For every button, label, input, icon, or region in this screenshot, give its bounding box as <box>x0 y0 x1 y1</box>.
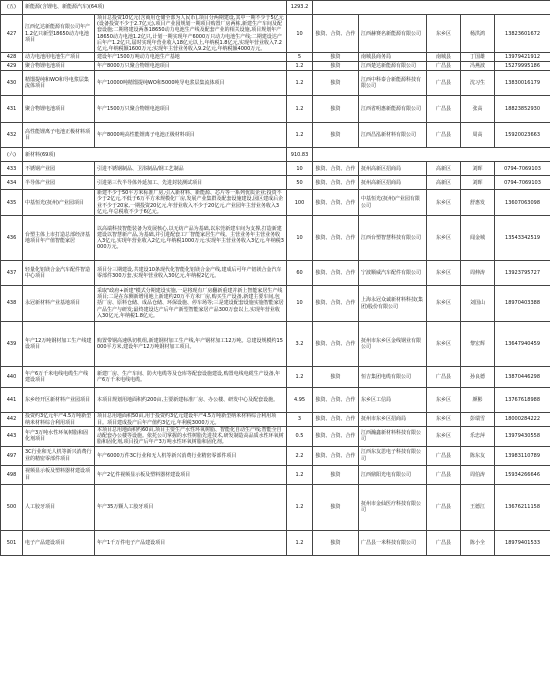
contact-person: 冯燕波 <box>461 62 495 71</box>
investment: 1.2 <box>287 96 313 123</box>
contact-unit: 中基恒光(抚州)产业园有限公司 <box>359 190 427 216</box>
cooperation-method: 独资、合资、合作 <box>313 427 359 447</box>
project-name: 精馏提纯和WO和导电浆层集流体项目 <box>23 71 95 96</box>
investment: 100 <box>287 190 313 216</box>
contact-phone: 13543342519 <box>495 216 550 261</box>
investment: 10 <box>287 162 313 176</box>
section-title: 新能源(含锂电、新能源汽车)(64项) <box>23 1 287 15</box>
section-title: 新材料(69项) <box>23 148 287 162</box>
investment: 4.95 <box>287 388 313 413</box>
table-row <box>1 15 550 53</box>
contact-phone: 0794-7069103 <box>495 162 550 176</box>
location: 广昌县 <box>427 530 461 555</box>
project-content: 新建厂房、生产车间、防火电缆等及仓库等配套设施建设,购置电线电缆生产设备,年产6万千米电线电缆。 <box>95 367 287 388</box>
contact-person: 舒惠发 <box>461 190 495 216</box>
section-filler <box>313 148 550 162</box>
project-content: 年产8000吨高性能锂离子电池正极材料项目 <box>95 123 287 148</box>
location: 东乡区 <box>427 261 461 286</box>
section-row <box>1 1 550 15</box>
table-row <box>1 322 550 367</box>
contact-unit: 广昌县一米科技有限公司 <box>359 530 427 555</box>
cooperation-method: 独资、合资、合作 <box>313 162 359 176</box>
investment: 10 <box>287 286 313 322</box>
cooperation-method: 独资、合资、合作 <box>313 15 359 53</box>
contact-phone: 13676211158 <box>495 484 550 530</box>
table-row <box>1 286 550 322</box>
investment: 1.2 <box>287 367 313 388</box>
investment: 3.2 <box>287 322 313 367</box>
table-body <box>1 1 550 556</box>
table-row <box>1 96 550 123</box>
cooperation-method: 独资、合资、合作 <box>313 286 359 322</box>
contact-unit: 江西台塑智慧科技有限公司 <box>359 216 427 261</box>
contact-phone: 13647940459 <box>495 322 550 367</box>
table-row <box>1 367 550 388</box>
location: 东乡区 <box>427 427 461 447</box>
contact-person: 陈东友 <box>461 446 495 465</box>
investment: 1.2 <box>287 62 313 71</box>
table-row <box>1 53 550 62</box>
location: 高新区 <box>427 162 461 176</box>
project-number: 441 <box>1 388 23 413</box>
contact-unit: 抚州高新区招商局 <box>359 162 427 176</box>
contact-person: 彭瑞雪 <box>461 413 495 427</box>
contact-unit: 江西中科泰合新能源科技有限公司 <box>359 71 427 96</box>
location: 东乡区 <box>427 322 461 367</box>
project-number: 498 <box>1 465 23 484</box>
contact-person: 周伯涛 <box>461 465 495 484</box>
cooperation-method: 独资、合资、合作 <box>313 388 359 413</box>
table-row <box>1 190 550 216</box>
contact-person: 乐忠萍 <box>461 427 495 447</box>
project-number: 438 <box>1 286 23 322</box>
contact-unit: 南城县商务局 <box>359 53 427 62</box>
project-content: 采取"政府+新建"模式分期建设实施,一是将现有厂房翻新重建并新上智能家居生产线项目;二是在东侧新增用地上新建约20万平方米厂房,购买生产设备,新建主要车间,包括厂房、原料仓储、成品仓储、环保设施、停车场等;三是建设配套设施实施智能家居产品生产与研发;最终建设达产后年产新型智能家居产品300万套以上,实现年营业收入30亿元,年纳税1.8亿元。 <box>95 286 287 322</box>
project-name: 视频显示板及塑料器材建设项目 <box>23 465 95 484</box>
project-content: 年产6000万件3C行业和无人机等新兴消费行业精密零部件项目 <box>95 446 287 465</box>
contact-unit: 抚州市金仙医疗科技有限公司 <box>359 484 427 530</box>
section-total: 910.83 <box>287 148 313 162</box>
project-number: 440 <box>1 367 23 388</box>
location: 广昌县 <box>427 96 461 123</box>
contact-phone: 13830016179 <box>495 71 550 96</box>
project-content: 引进不锈钢制品、卫浴制品/钢工艺制品 <box>95 162 287 176</box>
project-name: 投资约3亿元年产4.5万吨新型纳米材料综合利用项目 <box>23 413 95 427</box>
investment: 10 <box>287 15 313 53</box>
table-row <box>1 62 550 71</box>
contact-phone: 15934266646 <box>495 465 550 484</box>
table-row <box>1 176 550 190</box>
project-name: 聚合物锂电池项目 <box>23 96 95 123</box>
project-name: 不锈钢产业园 <box>23 162 95 176</box>
project-number: 427 <box>1 15 23 53</box>
location: 东乡区 <box>427 413 461 427</box>
contact-unit: 江西鼎阳光电有限公司 <box>359 465 427 484</box>
cooperation-method: 独资 <box>313 530 359 555</box>
section-filler <box>313 1 550 15</box>
location: 广昌县 <box>427 71 461 96</box>
location: 东乡区 <box>427 216 461 261</box>
table-row <box>1 162 550 176</box>
contact-phone: 13767618988 <box>495 388 550 413</box>
project-name: 年产6万千米电线电缆生产线建设项目 <box>23 367 95 388</box>
table-row <box>1 216 550 261</box>
contact-phone: 13979421912 <box>495 53 550 62</box>
investment: 5 <box>287 53 313 62</box>
section-marker: (六) <box>1 148 23 162</box>
cooperation-method: 独资 <box>313 53 359 62</box>
investment: 60 <box>287 261 313 286</box>
project-number: 500 <box>1 484 23 530</box>
project-number: 439 <box>1 322 23 367</box>
investment: 1.2 <box>287 123 313 148</box>
project-content: 引进第三代半导体外延加工、先进封装测试项目 <box>95 176 287 190</box>
contact-unit: 抚州高新区招商局 <box>359 176 427 190</box>
table-row <box>1 484 550 530</box>
location: 广昌县 <box>427 446 461 465</box>
table-row <box>1 427 550 447</box>
project-name: 3C行业和无人机等新兴消费行业的精密零部件项目 <box>23 446 95 465</box>
project-name: 电子产品建设项目 <box>23 530 95 555</box>
contact-person: 周高 <box>461 123 495 148</box>
contact-phone: 18979401533 <box>495 530 550 555</box>
table-row <box>1 530 550 555</box>
project-name: 人工胶牙项目 <box>23 484 95 530</box>
project-content: 本项目总用地面积约60亩,项目主要生产水性环氧树脂、智能化自动生产线;智能全自动配套办公楼等设施。依托公司掌握的水性树脂先进技术,研发制造高品质水性环氧树脂和固化剂,项目投产后年产3万吨水性环氧树脂和固化剂。 <box>95 427 287 447</box>
investment: 3 <box>287 413 313 427</box>
contact-unit: 江西楚达新能源有限公司 <box>359 62 427 71</box>
project-content: 本项目规划用地面积约200亩,主要新建标准厂房、办公楼、研发中心及配套设施。 <box>95 388 287 413</box>
contact-phone: 15920023663 <box>495 123 550 148</box>
project-content: 年产1千万件电子产品建设项目 <box>95 530 287 555</box>
contact-person: 黎宏辉 <box>461 322 495 367</box>
contact-unit: 恒吉集团电缆有限公司 <box>359 367 427 388</box>
contact-person: 刘国山 <box>461 286 495 322</box>
contact-phone: 18823852930 <box>495 96 550 123</box>
project-number: 432 <box>1 123 23 148</box>
cooperation-method: 独资、合资、合作 <box>313 413 359 427</box>
contact-unit: 江西省明惠新能源有限公司 <box>359 96 427 123</box>
table-row <box>1 71 550 96</box>
contact-phone: 18000284222 <box>495 413 550 427</box>
project-number: 428 <box>1 53 23 62</box>
cooperation-method: 独资 <box>313 71 359 96</box>
location: 广昌县 <box>427 465 461 484</box>
location: 东乡区 <box>427 15 461 53</box>
contact-person: 王德江 <box>461 484 495 530</box>
location: 广昌县 <box>427 484 461 530</box>
contact-phone: 13923795727 <box>495 261 550 286</box>
contact-person: 张高 <box>461 96 495 123</box>
contact-unit: 江西昌泓新材料有限公司 <box>359 123 427 148</box>
contact-phone: 13607063098 <box>495 190 550 216</box>
contact-person: 刘晖 <box>461 162 495 176</box>
location: 东乡区 <box>427 190 461 216</box>
project-content: 项目总投资10亿元(含商用仓储全部为人民币),项目分两期建设,其中一期不少于5亿元(设备投资不少于2.7亿元),项目产业园规划一期项目购置厂房两栋,新建生产车间及配套设施;二期将建设两条18650动力电池生产线及配套产业的相关设施,项目规划年产18650动力电池1.2亿只,计划一期实现年产6000万只动力电池生产线;二期建设达产后年产1.2亿只,届时实现年营业收入18亿元以上,年纳税1.8亿元,实现年营业收入7.2亿元,年纳税额1600万元;实现年主营业务收入9.2亿元,年纳税额4000万元。 <box>95 15 287 53</box>
contact-phone: 0794-7069103 <box>495 176 550 190</box>
project-number: 497 <box>1 446 23 465</box>
table-row <box>1 465 550 484</box>
table-row <box>1 261 550 286</box>
project-content: 年产2亿件视频显示板及塑料器材建设项目 <box>95 465 287 484</box>
cooperation-method: 独资、合资、合作 <box>313 176 359 190</box>
cooperation-method: 独资、合资、合作 <box>313 446 359 465</box>
contact-phone: 18970403388 <box>495 286 550 322</box>
contact-person: 颜彬 <box>461 388 495 413</box>
project-name: 台塑主体上市打造总部经济基地项目年产值智能家居 <box>23 216 95 261</box>
investment: 2.2 <box>287 446 313 465</box>
cooperation-method: 独资 <box>313 96 359 123</box>
contact-unit: 江西赫赛名新能源有限公司 <box>359 15 427 53</box>
location: 东乡区 <box>427 286 461 322</box>
project-content: 年产8000万只聚合物锂电池项目 <box>95 62 287 71</box>
investment: 1.2 <box>287 530 313 555</box>
project-number: 435 <box>1 190 23 216</box>
project-content: 建设年产1500万吨动力电池生产基地 <box>95 53 287 62</box>
cooperation-method: 独资、合资、合作 <box>313 322 359 367</box>
contact-unit: 东乡区工信局 <box>359 388 427 413</box>
contact-person: 杨洪鸿 <box>461 15 495 53</box>
project-name: 年产12万吨钢材加工生产线建设项目 <box>23 322 95 367</box>
location: 东乡区 <box>427 388 461 413</box>
project-number: 501 <box>1 530 23 555</box>
section-row <box>1 148 550 162</box>
project-number: 442 <box>1 413 23 427</box>
project-content: 购置带钢高速纵切机组,新建钢材加工生产线,年产钢材加工12万吨。总建设规模约15000平方米,建设年产12万吨钢材加工项目。 <box>95 322 287 367</box>
contact-unit: 抚州市东乡区招商局 <box>359 413 427 427</box>
contact-person: 孙良德 <box>461 367 495 388</box>
project-number: 443 <box>1 427 23 447</box>
contact-person: 丁国雄 <box>461 53 495 62</box>
contact-person: 陈小全 <box>461 530 495 555</box>
location: 广昌县 <box>427 367 461 388</box>
contact-phone: 15279995186 <box>495 62 550 71</box>
location: 广昌县 <box>427 123 461 148</box>
location: 高新区 <box>427 176 461 190</box>
project-name: 聚合物锂电池项目 <box>23 62 95 71</box>
cooperation-method: 独资 <box>313 465 359 484</box>
contact-person: 周伸涛 <box>461 261 495 286</box>
project-number: 436 <box>1 216 23 261</box>
project-name: 轻量化铝镁合金汽车配件智造中心项目 <box>23 261 95 286</box>
project-name: 东乡经开区新材料产业园项目 <box>23 388 95 413</box>
contact-phone: 13823601672 <box>495 15 550 53</box>
contact-person: 闻金城 <box>461 216 495 261</box>
project-number: 431 <box>1 96 23 123</box>
project-content: 以高端科技智能装备为发展核心,以无纺产品为基础,以东莞新建车间为支撑,打造新建建设以智慧新产品,为基础,并引进配套工厂智能家居生产线。主营业务年主营业务收入3亿元,实现年营业收入2亿元,年纳税1000万元;实现年主营业务收入3亿元,年纳税3000万元。 <box>95 216 287 261</box>
cooperation-method: 独资 <box>313 484 359 530</box>
project-number: 434 <box>1 176 23 190</box>
contact-phone: 13983110789 <box>495 446 550 465</box>
table-row <box>1 413 550 427</box>
cooperation-method: 独资、合资、合作 <box>313 261 359 286</box>
project-content: 项目总用地面积50亩,用于投资约3亿元建设年产4.5万吨新型纳米材料综合利用项目。项目建成投产后年产值约3亿元,年利税3000万元。 <box>95 413 287 427</box>
contact-unit: 江西东友思电子科技有限公司 <box>359 446 427 465</box>
cooperation-method: 独资 <box>313 367 359 388</box>
contact-phone: 13870446298 <box>495 367 550 388</box>
project-content: 年产1500万只聚合物锂电池项目 <box>95 96 287 123</box>
table-row <box>1 446 550 465</box>
cooperation-method: 独资 <box>313 123 359 148</box>
project-content: 年产10000吨精馏提纯WO和5000吨导电浆层集流体项目 <box>95 71 287 96</box>
project-name: 江西亿达新能源有限公司年产1.2亿只新型18650动力电池项目 <box>23 15 95 53</box>
project-name: 高性能锂离子电池正极材料项目 <box>23 123 95 148</box>
cooperation-method: 独资 <box>313 62 359 71</box>
table-row <box>1 388 550 413</box>
investment: 0.5 <box>287 427 313 447</box>
contact-unit: 抚州市东乡区金线钢业有限公司 <box>359 322 427 367</box>
table-row <box>1 123 550 148</box>
contact-person: 刘晖 <box>461 176 495 190</box>
contact-unit: 江西瀚鑫新材料科技有限公司 <box>359 427 427 447</box>
cooperation-method: 独资、合资、合作 <box>313 216 359 261</box>
contact-unit: 宁波顺威汽车配件有限公司 <box>359 261 427 286</box>
project-content: 年产35万颗人工胶牙项目 <box>95 484 287 530</box>
investment: 1.2 <box>287 465 313 484</box>
investment: 10 <box>287 216 313 261</box>
project-number: 437 <box>1 261 23 286</box>
location: 南城县 <box>427 53 461 62</box>
section-marker: (五) <box>1 1 23 15</box>
project-number: 429 <box>1 62 23 71</box>
investment: 1.2 <box>287 484 313 530</box>
cooperation-method: 独资、合资、合作 <box>313 190 359 216</box>
project-name: 动力电池用电池生产项目 <box>23 53 95 62</box>
contact-phone: 13979430558 <box>495 427 550 447</box>
project-number: 433 <box>1 162 23 176</box>
project-name: 年产3万吨水性环氧树脂和固化剂项目 <box>23 427 95 447</box>
project-content: 项目分三期建设,共建设10条现代化智能化铝镁合金产线,建成后可年产铝镁合金汽车零部件300万套,实现年营业收入30亿元,年纳税2亿元。 <box>95 261 287 286</box>
project-content: 新建不少于50平方米标准厂房,引入新材料、新能源、芯片等一系列优质企业;投资不少于2亿元,不低于6万平方米规模化厂房,发展产业集群及配套设施建设,园区建成后企业不少于20家,一期投资20亿元,年营业收入不少于20亿元,产业园年主营业务收入3亿元,年总税收不少于6亿元。 <box>95 190 287 216</box>
project-name: 中基恒光(抚州)产业园项目 <box>23 190 95 216</box>
project-number: 430 <box>1 71 23 96</box>
investment: 1.2 <box>287 71 313 96</box>
project-name: 半导体产业园 <box>23 176 95 190</box>
project-name: 永冠新材料产业基地项目 <box>23 286 95 322</box>
contact-unit: 上海永冠众诚新材料科技(集团)股份有限公司 <box>359 286 427 322</box>
investment: 50 <box>287 176 313 190</box>
section-total: 1293.2 <box>287 1 313 15</box>
contact-person: 沈习生 <box>461 71 495 96</box>
location: 广昌县 <box>427 62 461 71</box>
